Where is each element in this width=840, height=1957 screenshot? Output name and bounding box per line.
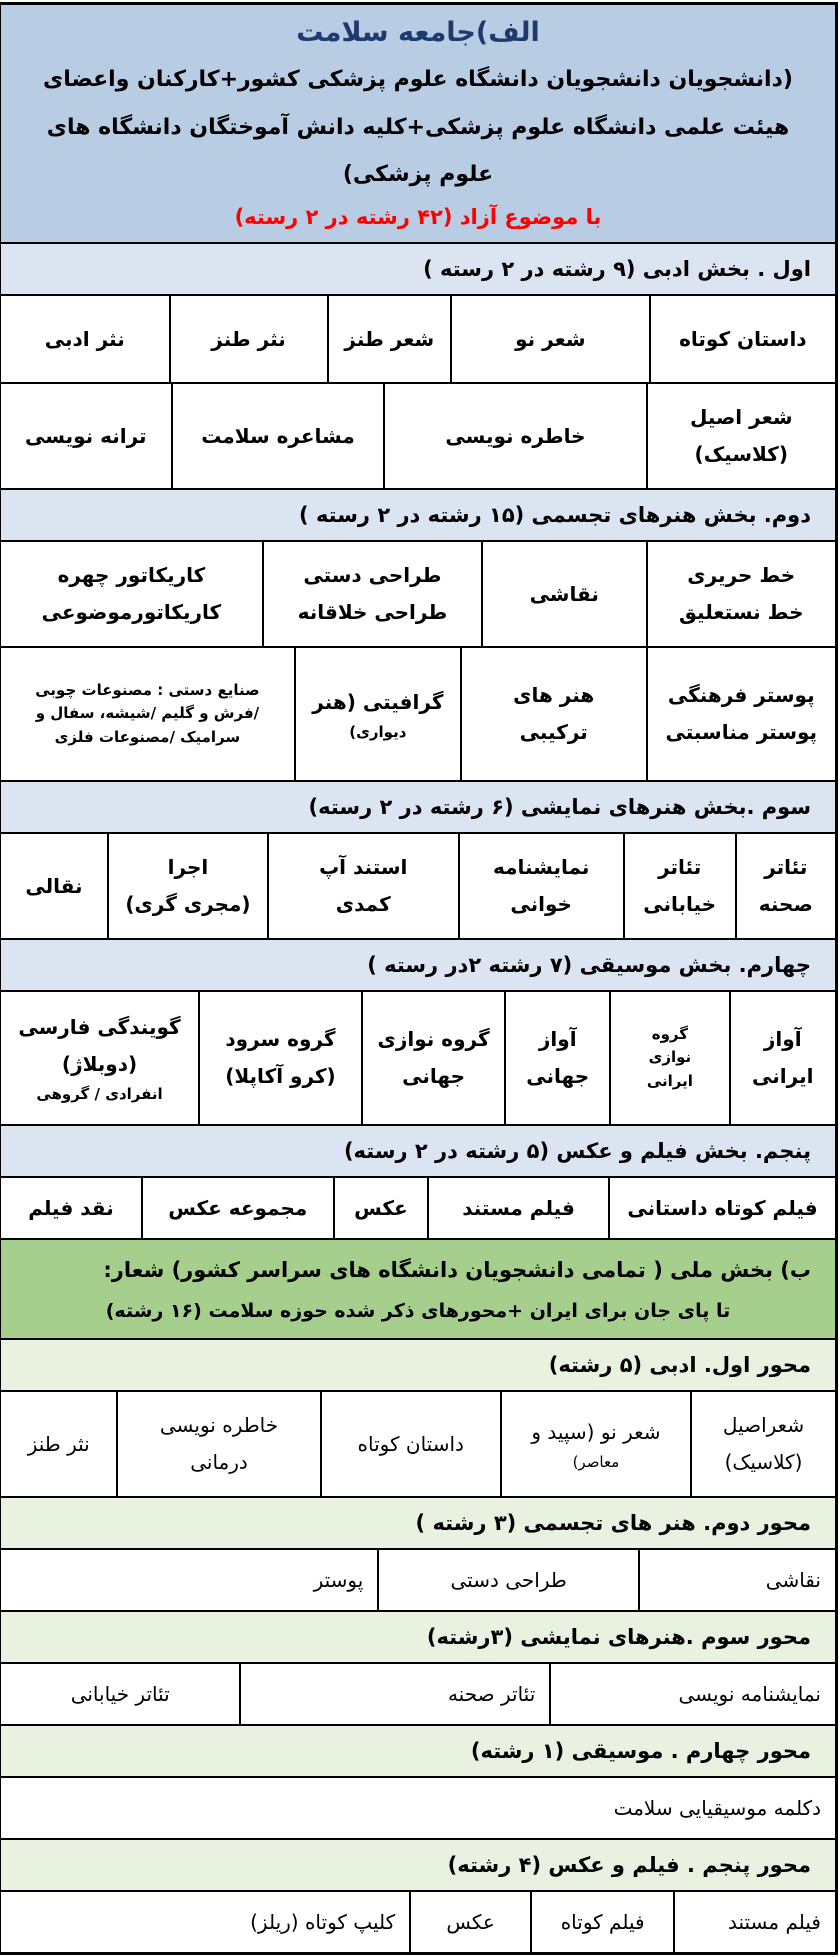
- section-second-visual-arts-header: [1, 488, 835, 540]
- literary-row-2-cell-3-line: مشاعره سلامت: [201, 423, 355, 448]
- visual-row-2-cell-3-line: گرافیتی (هنر: [312, 689, 444, 714]
- film-row-cell-3-line: عکس: [354, 1195, 408, 1220]
- section-fourth-music-header-label: چهارم. بخش موسیقی (۷ رشته ۲در رسته ): [367, 953, 811, 978]
- performing-row-cell-3-line: خوانی: [510, 892, 572, 917]
- performing-row-cell-2-line: خیابانی: [643, 892, 717, 917]
- music-row-cell-1-line: ایرانی: [752, 1064, 814, 1089]
- national-film-row-cell-1-line: فیلم مستند: [727, 1909, 821, 1934]
- section-second-visual-arts-header-label: دوم. بخش هنرهای تجسمی (۱۵ رشته در ۲ رسته ): [299, 503, 811, 528]
- performing-row-cell-5-line: اجرا: [167, 855, 209, 880]
- literary-row-1-cell-3-line: شعر طنز: [344, 326, 435, 351]
- national-literary-row-cell-2: [500, 1392, 690, 1496]
- performing-row-cell-4: [267, 834, 458, 938]
- national-visual-row-cell-3: [1, 1550, 377, 1610]
- visual-row-2: [1, 646, 835, 780]
- music-row-cell-2: [609, 992, 728, 1124]
- category-table: [0, 2, 838, 1955]
- visual-row-1-cell-4-line: کاریکاتورموضوعی: [41, 600, 222, 625]
- national-film-row-cell-1: [673, 1892, 835, 1952]
- visual-row-1-cell-2: [481, 542, 646, 646]
- axis-second-visual-header-label: محور دوم. هنر های تجسمی (۳ رشته ): [415, 1511, 811, 1536]
- literary-row-1-cell-5-line: نثر ادبی: [44, 326, 125, 351]
- music-row-cell-3-line: جهانی: [526, 1064, 590, 1089]
- national-film-row: [1, 1890, 835, 1952]
- performing-row-cell-6-line: نقالی: [25, 873, 83, 898]
- axis-third-performing-header: [1, 1610, 835, 1662]
- literary-row-2-cell-1-line: شعر اصیل: [689, 405, 793, 430]
- visual-row-2-cell-4: [1, 648, 294, 780]
- national-performing-row-cell-1: [549, 1664, 835, 1724]
- national-visual-row-cell-2: [377, 1550, 638, 1610]
- visual-row-1-cell-2-line: نقاشی: [529, 581, 599, 606]
- section-fourth-music-header: [1, 938, 835, 990]
- national-performing-row-cell-2: [239, 1664, 549, 1724]
- literary-row-1-cell-3: [327, 296, 451, 382]
- visual-row-2-cell-4-line: صنایع دستی : مصنوعات چوبی: [35, 681, 260, 700]
- literary-row-2-cell-1-line: (کلاسیک): [694, 442, 788, 467]
- national-performing-row-cell-1-line: نمایشنامه نویسی: [678, 1681, 821, 1706]
- national-performing-row-cell-3-line: تئاتر خیابانی: [70, 1681, 170, 1706]
- literary-row-1: [1, 294, 835, 382]
- axis-fourth-music-header-label: محور چهارم . موسیقی (۱ رشته): [470, 1739, 811, 1764]
- section-first-literary-header: [1, 242, 835, 294]
- performing-row-cell-1-line: صحنه: [758, 892, 813, 917]
- national-literary-row-cell-2-line: معاصر): [572, 1452, 620, 1471]
- literary-row-1-cell-4-line: نثر طنز: [211, 326, 286, 351]
- main-banner-line-3: با موضوع آزاد (۴۲ رشته در ۲ رسته): [234, 205, 602, 230]
- performing-row-cell-1-line: تئاتر: [764, 855, 808, 880]
- music-row-cell-6-line: (دوبلاژ): [61, 1052, 138, 1077]
- axis-third-performing-header-label: محور سوم .هنرهای نمایشی (۳رشته): [426, 1625, 811, 1650]
- music-row-cell-6: [1, 992, 198, 1124]
- music-row-cell-3: [504, 992, 609, 1124]
- visual-row-1-cell-1-line: خط حریری: [687, 563, 796, 588]
- main-banner-line-2: (دانشجویان دانشجویان دانشگاه علوم پزشکی کشور+کارکنان واعضای هیئت علمی دانشگاه علوم پزشکی+کلیه دانش آموختگان دانشگاه های علوم پزشکی): [43, 67, 793, 187]
- music-row-cell-2-line: نوازی: [648, 1048, 692, 1067]
- national-visual-row-cell-1: [638, 1550, 835, 1610]
- national-visual-row: [1, 1548, 835, 1610]
- music-row-cell-6-line: گویندگی فارسی: [18, 1015, 181, 1040]
- national-literary-row-cell-5-line: نثر طنز: [27, 1431, 90, 1456]
- axis-second-visual-header: [1, 1496, 835, 1548]
- section-first-literary-header-label: اول . بخش ادبی (۹ رشته در ۲ رسته ): [423, 257, 811, 282]
- music-row-cell-6-line: انفرادی / گروهی: [36, 1085, 163, 1104]
- literary-row-1-cell-1-line: داستان کوتاه: [679, 326, 807, 351]
- national-performing-row: [1, 1662, 835, 1724]
- visual-row-2-cell-4-line: /فرش و گلیم /شیشه، سفال و: [35, 704, 260, 723]
- visual-row-2-cell-2: [460, 648, 646, 780]
- performing-row-cell-5-line: (مجری گری): [125, 892, 251, 917]
- visual-row-2-cell-1-line: پوستر فرهنگی: [667, 683, 815, 708]
- national-literary-row-cell-5: [1, 1392, 116, 1496]
- national-banner-line-2: تا پای جان برای ایران +محورهای ذکر شده حوزه سلامت (۱۶ رشته): [105, 1300, 731, 1323]
- national-film-row-cell-2-line: فیلم کوتاه: [560, 1909, 645, 1934]
- music-row-cell-1: [729, 992, 836, 1124]
- national-literary-row-cell-4-line: درمانی: [190, 1450, 248, 1475]
- music-row-cell-5-line: (کرو آکاپلا): [225, 1064, 336, 1089]
- national-music-row: [1, 1776, 835, 1838]
- national-literary-row-cell-4: [116, 1392, 319, 1496]
- visual-row-1-cell-3-line: طراحی دستی: [303, 563, 442, 588]
- performing-row-cell-4-line: کمدی: [335, 892, 391, 917]
- performing-row-cell-4-line: استند آپ: [319, 855, 408, 880]
- music-row-cell-1-line: آواز: [763, 1027, 802, 1052]
- national-film-row-cell-3: [409, 1892, 530, 1952]
- film-row-cell-4-line: مجموعه عکس: [168, 1195, 308, 1220]
- performing-row-cell-5: [107, 834, 267, 938]
- literary-row-2-cell-4: [1, 384, 171, 488]
- national-film-row-cell-4-line: کلیپ کوتاه (ریلز): [250, 1909, 396, 1934]
- literary-row-2-cell-4-line: ترانه نویسی: [24, 423, 147, 448]
- music-row-cell-3-line: آواز: [538, 1027, 577, 1052]
- film-row-cell-5-line: نقد فیلم: [28, 1195, 114, 1220]
- section-fifth-film-photo-header-label: پنجم. بخش فیلم و عکس (۵ رشته در ۲ رسته): [343, 1139, 811, 1164]
- performing-row: [1, 832, 835, 938]
- national-performing-row-cell-3: [1, 1664, 239, 1724]
- national-banner-line-1: ب) بخش ملی ( تمامی دانشجویان دانشگاه های سراسر کشور) شعار:: [103, 1257, 811, 1282]
- film-row-cell-1-line: فیلم کوتاه داستانی: [627, 1195, 818, 1220]
- film-row: [1, 1176, 835, 1238]
- section-third-performing-header-label: سوم .بخش هنرهای نمایشی (۶ رشته در ۲ رسته): [308, 795, 811, 820]
- performing-row-cell-2: [623, 834, 735, 938]
- film-row-cell-2-line: فیلم مستند: [462, 1195, 575, 1220]
- national-literary-row-cell-3: [320, 1392, 500, 1496]
- music-row-cell-4-line: جهانی: [402, 1064, 465, 1089]
- performing-row-cell-3-line: نمایشنامه: [492, 855, 590, 880]
- music-row-cell-2-line: گروه: [651, 1025, 688, 1044]
- visual-row-1-cell-1: [646, 542, 836, 646]
- national-performing-row-cell-2-line: تئاتر صحنه: [447, 1681, 536, 1706]
- performing-row-cell-1: [735, 834, 835, 938]
- literary-row-1-cell-2-line: شعر نو: [515, 326, 586, 351]
- visual-row-2-cell-2-line: ترکیبی: [519, 720, 588, 745]
- national-literary-row-cell-2-line: شعر نو (سپید و: [531, 1419, 661, 1444]
- literary-row-1-cell-4: [169, 296, 327, 382]
- visual-row-1-cell-4: [1, 542, 262, 646]
- performing-row-cell-2-line: تئاتر: [658, 855, 702, 880]
- visual-row-1-cell-1-line: خط نستعلیق: [679, 600, 804, 625]
- visual-row-1: [1, 540, 835, 646]
- section-third-performing-header: [1, 780, 835, 832]
- national-music-row-cell-1: [1, 1778, 835, 1838]
- axis-fourth-music-header: [1, 1724, 835, 1776]
- music-row-cell-4: [361, 992, 504, 1124]
- music-row: [1, 990, 835, 1124]
- literary-row-1-cell-1: [649, 296, 835, 382]
- visual-row-2-cell-1-line: پوستر مناسبتی: [665, 720, 818, 745]
- literary-row-2-cell-1: [646, 384, 836, 488]
- national-film-row-cell-3-line: عکس: [446, 1909, 495, 1934]
- national-visual-row-cell-1-line: نقاشی: [765, 1567, 821, 1592]
- literary-row-2-cell-2: [383, 384, 645, 488]
- visual-row-2-cell-3-line: دیواری): [349, 722, 407, 741]
- national-film-row-cell-2: [530, 1892, 673, 1952]
- performing-row-cell-3: [458, 834, 623, 938]
- national-literary-row: [1, 1390, 835, 1496]
- film-row-cell-4: [141, 1178, 333, 1238]
- visual-row-1-cell-3-line: طراحی خلاقانه: [297, 600, 448, 625]
- national-literary-row-cell-1: [690, 1392, 835, 1496]
- literary-row-2-cell-2-line: خاطره نویسی: [445, 423, 586, 448]
- main-banner: [1, 5, 835, 242]
- national-visual-row-cell-2-line: طراحی دستی: [450, 1567, 567, 1592]
- film-row-cell-2: [427, 1178, 608, 1238]
- literary-row-2: [1, 382, 835, 488]
- visual-row-1-cell-4-line: کاریکاتور چهره: [57, 563, 206, 588]
- national-literary-row-cell-3-line: داستان کوتاه: [357, 1431, 464, 1456]
- literary-row-1-cell-2: [450, 296, 649, 382]
- visual-row-2-cell-2-line: هنر های: [513, 683, 595, 708]
- performing-row-cell-6: [1, 834, 107, 938]
- axis-fifth-film-photo-header-label: محور پنجم . فیلم و عکس (۴ رشته): [447, 1853, 811, 1878]
- music-row-cell-2-line: ایرانی: [646, 1071, 693, 1090]
- visual-row-1-cell-3: [262, 542, 481, 646]
- axis-first-literary-header: [1, 1338, 835, 1390]
- film-row-cell-3: [333, 1178, 427, 1238]
- literary-row-2-cell-3: [171, 384, 384, 488]
- axis-first-literary-header-label: محور اول. ادبی (۵ رشته): [548, 1353, 811, 1378]
- axis-fifth-film-photo-header: [1, 1838, 835, 1890]
- national-film-row-cell-4: [1, 1892, 409, 1952]
- visual-row-2-cell-3: [294, 648, 460, 780]
- national-literary-row-cell-1-line: (کلاسیک): [724, 1450, 803, 1475]
- film-row-cell-1: [608, 1178, 835, 1238]
- music-row-cell-5: [198, 992, 361, 1124]
- national-visual-row-cell-3-line: پوستر: [313, 1567, 364, 1592]
- literary-row-1-cell-5: [1, 296, 169, 382]
- main-banner-line-1: الف)جامعه سلامت: [296, 17, 540, 48]
- national-literary-row-cell-1-line: شعراصیل: [722, 1413, 805, 1438]
- national-banner: [1, 1238, 835, 1338]
- visual-row-2-cell-4-line: سرامیک /مصنوعات فلزی: [54, 727, 241, 746]
- film-row-cell-5: [1, 1178, 141, 1238]
- music-row-cell-4-line: گروه نوازی: [377, 1027, 490, 1052]
- music-row-cell-5-line: گروه سرود: [225, 1027, 336, 1052]
- national-music-row-cell-1-line: دکلمه موسیقیایی سلامت: [613, 1795, 821, 1820]
- visual-row-2-cell-1: [646, 648, 836, 780]
- national-literary-row-cell-4-line: خاطره نویسی: [159, 1413, 279, 1438]
- section-fifth-film-photo-header: [1, 1124, 835, 1176]
